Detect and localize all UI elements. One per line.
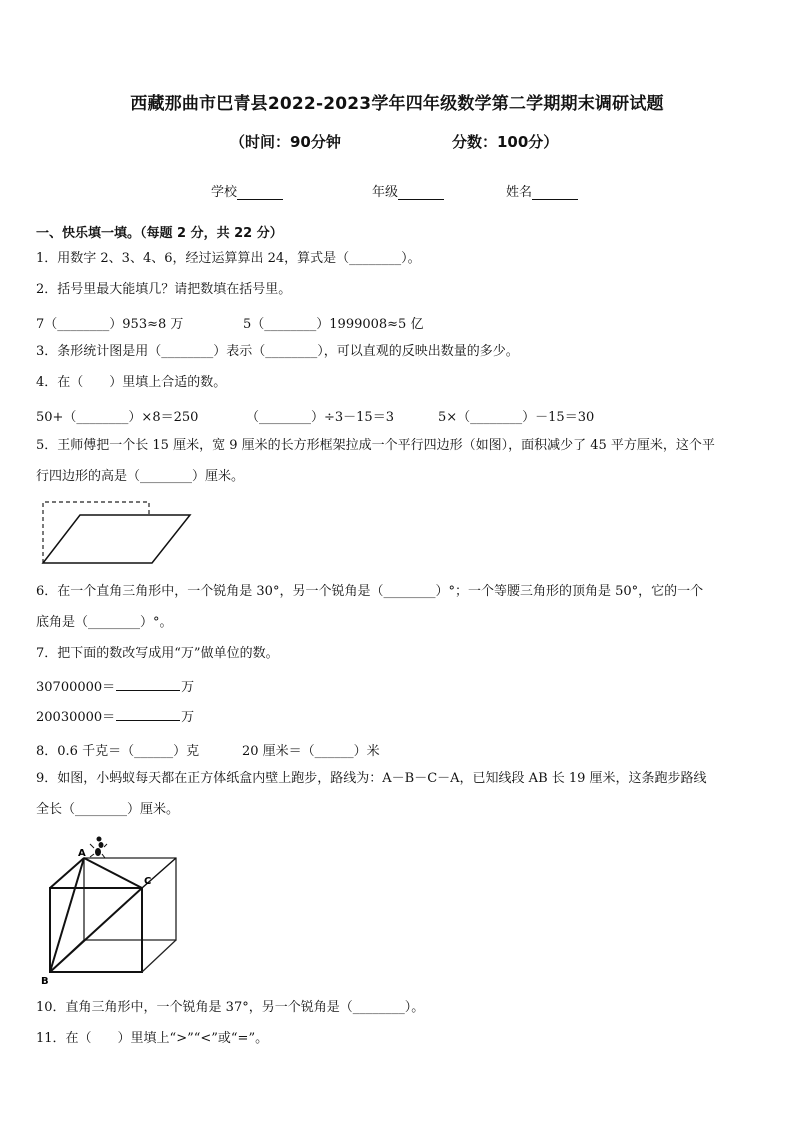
question-7a-unit: 万 <box>181 680 195 695</box>
answer-blank <box>116 708 180 721</box>
school-field <box>211 181 283 200</box>
grade-blank <box>398 187 444 200</box>
cube-figure <box>38 832 186 986</box>
question-9-line2: 全长（________）厘米。 <box>36 802 180 817</box>
exam-time: （时间：90分钟 <box>230 133 341 151</box>
school-blank <box>237 187 283 200</box>
vertex-b-label: B <box>41 976 49 986</box>
grade-field <box>372 181 444 200</box>
section-heading: 一、快乐填一填。（每题 2 分，共 22 分） <box>36 226 283 241</box>
question-2: 2．括号里最大能填几？请把数填在括号里。 <box>36 282 292 297</box>
question-4c: 5×（________）－15＝30 <box>438 410 595 425</box>
question-7b-number: 20030000＝ <box>36 710 116 725</box>
name-label: 姓名 <box>506 185 533 200</box>
dashed-rectangle <box>43 502 149 563</box>
school-label: 学校 <box>211 185 238 200</box>
path-ca <box>84 858 142 888</box>
question-5-line1: 5．王师傅把一个长 15 厘米，宽 9 厘米的长方形框架拉成一个平行四边形（如图），面积减少了 45 平方厘米，这个平 <box>36 438 715 453</box>
vertex-a-label: A <box>78 848 86 859</box>
question-1: 1．用数字 2、3、4、6，经过运算算出 24，算式是（________）。 <box>36 251 421 266</box>
question-8b: 20 厘米＝（______）米 <box>242 744 380 759</box>
name-blank <box>532 187 578 200</box>
question-7: 7．把下面的数改写成用“万”做单位的数。 <box>36 646 279 661</box>
question-10: 10．直角三角形中，一个锐角是 37°，另一个锐角是（________）。 <box>36 1000 425 1015</box>
question-9-line1: 9．如图，小蚂蚁每天都在正方体纸盒内壁上跑步，路线为：A－B－C－A，已知线段 AB 长 19 厘米，这条跑步路线 <box>36 771 707 786</box>
question-2a: 7（________）953≈8 万 <box>36 317 184 332</box>
answer-blank <box>116 678 180 691</box>
question-7a-number: 30700000＝ <box>36 680 116 695</box>
question-4a: 50+（________）×8＝250 <box>36 410 199 425</box>
question-11: 11．在（ ）里填上“>”“<”或“=”。 <box>36 1031 269 1046</box>
question-8a: 8．0.6 千克＝（______）克 <box>36 744 200 759</box>
path-ab <box>50 858 84 972</box>
question-3: 3．条形统计图是用（________）表示（________），可以直观的反映出数量的多少。 <box>36 344 519 359</box>
name-field <box>506 181 578 200</box>
path-bc <box>50 888 142 972</box>
grade-label: 年级 <box>372 185 399 200</box>
question-4: 4．在（ ）里填上合适的数。 <box>36 375 227 390</box>
question-7a <box>36 678 194 696</box>
parallelogram-shape <box>43 515 190 563</box>
question-4b: （________）÷3－15＝3 <box>246 410 394 425</box>
question-6-line2: 底角是（________）°。 <box>36 615 173 630</box>
exam-title: 西藏那曲市巴青县2022-2023学年四年级数学第二学期期末调研试题 <box>130 94 664 114</box>
parallelogram-figure <box>40 499 192 565</box>
question-7b <box>36 708 194 726</box>
vertex-c-label: C <box>144 876 152 887</box>
question-2b: 5（________）1999008≈5 亿 <box>243 317 424 332</box>
exam-score: 分数：100分） <box>452 133 559 151</box>
ant-icon <box>90 837 107 859</box>
question-6-line1: 6．在一个直角三角形中，一个锐角是 30°，另一个锐角是（________）°；一个等腰三角形的顶角是 50°，它的一个 <box>36 584 704 599</box>
question-5-line2: 行四边形的高是（________）厘米。 <box>36 469 245 484</box>
question-7b-unit: 万 <box>181 710 195 725</box>
